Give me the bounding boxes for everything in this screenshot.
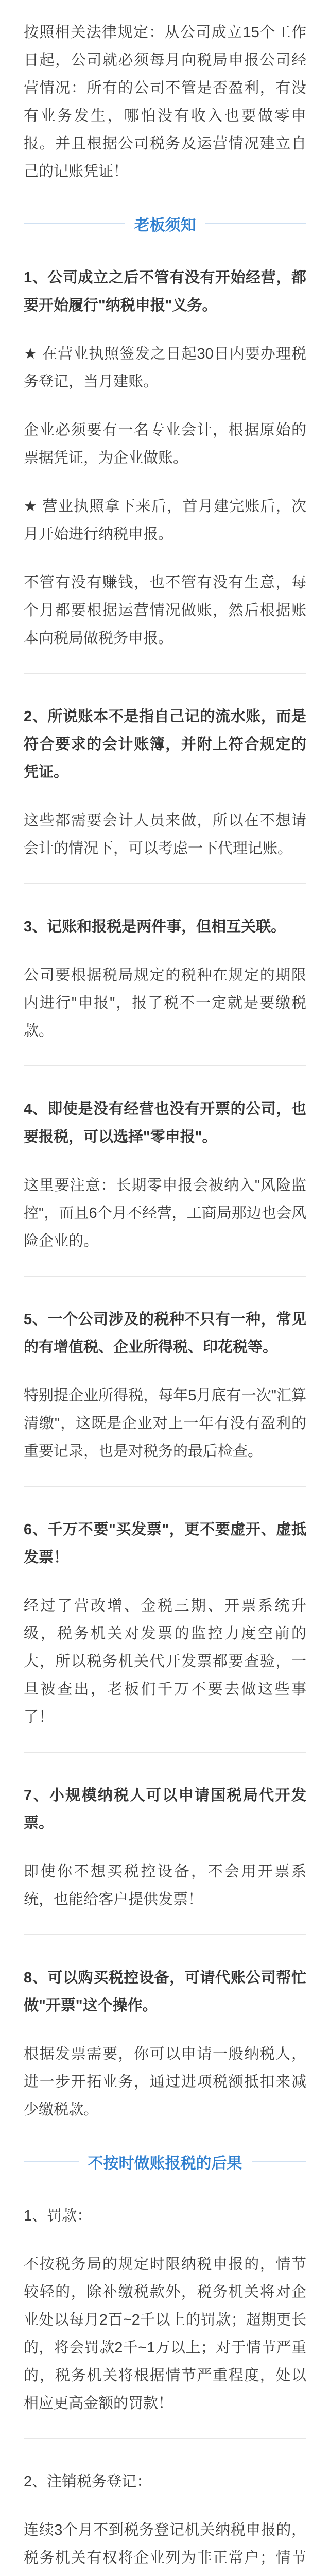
divider [24, 1934, 306, 1935]
section-heading-1 [24, 212, 306, 235]
heading-rule-left [24, 223, 125, 224]
item-heading: 1、公司成立之后不管有没有开始经营，都要开始履行"纳税申报"义务。 [24, 269, 306, 314]
item-heading: 2、注销税务登记： [24, 2473, 152, 2490]
item-heading: 5、一个公司涉及的税种不只有一种，常见的有增值税、企业所得税、印花税等。 [24, 1311, 306, 1355]
section1-item-2 [24, 703, 306, 862]
section1-item-3 [24, 913, 306, 1045]
section1-item-6 [24, 1516, 306, 1731]
item-paragraph: 根据发票需要，你可以申请一般纳税人，进一步开拓业务，通过进项税额抵扣来减少缴税款。 [24, 2046, 306, 2118]
item-paragraph: 即使你不想买税控设备，不会用开票系统，也能给客户提供发票！ [24, 1863, 306, 1908]
section-heading-2 [24, 2150, 306, 2173]
section1-item-8 [24, 1964, 306, 2124]
item-paragraph: 不按税务局的规定时限纳税申报的，情节较轻的，除补缴税款外，税务机关将对企业处以每月2百~2千以上的罚款；超期更长的，将会罚款2千~1万以上；对于情节严重的，税务机关将根据情节严重程度，处以相应更高金额的罚款！ [24, 2256, 306, 2412]
intro-paragraph: 按照相关法律规定：从公司成立15个工作日起，公司就必须每月向税局申报公司经营情况：所有的公司不管是否盈利，有没有业务发生，哪怕没有收入也要做零申报。并且根据公司税务及运营情况建立自己的记账凭证！ [24, 24, 306, 180]
section1-item-7 [24, 1782, 306, 1913]
item-paragraph: ★ 在营业执照签发之日起30日内要办理税务登记，当月建账。 [24, 346, 306, 390]
item-heading: 2、所说账本不是指自己记的流水账，而是符合要求的会计账簿，并附上符合规定的凭证。 [24, 708, 306, 781]
divider [24, 2438, 306, 2439]
item-paragraph: 特别提企业所得税，每年5月底有一次"汇算清缴"，这既是企业对上一年有没有盈利的重要记录，也是对税务的最后检查。 [24, 1387, 306, 1460]
section1-item-4 [24, 1095, 306, 1255]
heading-rule-right [205, 223, 307, 224]
item-heading: 3、记账和报税是两件事，但相互关联。 [24, 919, 286, 935]
item-paragraph: 这些都需要会计人员来做，所以在不想请会计的情况下，可以考虑一下代理记账。 [24, 812, 306, 857]
item-heading: 7、小规模纳税人可以申请国税局代开发票。 [24, 1787, 306, 1832]
item-paragraph: ★ 营业执照拿下来后，首月建完账后，次月开始进行纳税申报。 [24, 498, 306, 543]
item-heading: 8、可以购买税控设备，可请代账公司帮忙做"开票"这个操作。 [24, 1970, 306, 2014]
section1-item-1 [24, 264, 306, 652]
item-paragraph: 企业必须要有一名专业会计，根据原始的票据凭证，为企业做账。 [24, 422, 306, 466]
item-heading: 4、即使是没有经营也没有开票的公司，也要报税，可以选择"零申报"。 [24, 1101, 306, 1145]
section-title: 老板须知 [134, 217, 196, 234]
item-paragraph: 不管有没有赚钱，也不管有没有生意，每个月都要根据运营情况做账，然后根据账本向税局做税务申报。 [24, 574, 306, 647]
item-paragraph: 连续3个月不到税务登记机关纳税申报的，税务机关有权将企业列为非正常户；情节 [24, 2522, 306, 2566]
divider [24, 1486, 306, 1487]
divider [24, 1276, 306, 1277]
section2-item-1 [24, 2202, 306, 2417]
item-heading: 1、罚款： [24, 2208, 92, 2224]
divider [24, 883, 306, 884]
section2-item-2 [24, 2468, 306, 2576]
item-paragraph: 这里要注意：长期零申报会被纳入"风险监控"，而且6个月不经营，工商局那边也会风险企业的。 [24, 1177, 306, 1249]
section-title: 不按时做账报税的后果 [88, 2155, 242, 2172]
item-heading: 6、千万不要"买发票"，更不要虚开、虚抵发票！ [24, 1521, 306, 1566]
divider [24, 1752, 306, 1753]
item-paragraph: 公司要根据税局规定的税种在规定的期限内进行"申报"，报了税不一定就是要缴税款。 [24, 967, 306, 1039]
section1-item-5 [24, 1306, 306, 1465]
divider [24, 1065, 306, 1066]
item-paragraph: 经过了营改增、金税三期、开票系统升级，税务机关对发票的监控力度空前的大，所以税务机关代开发票都要查验，一旦被查出，老板们千万不要去做这些事了！ [24, 1598, 306, 1725]
heading-rule-left [24, 2161, 79, 2162]
heading-rule-right [252, 2161, 307, 2162]
divider [24, 673, 306, 674]
